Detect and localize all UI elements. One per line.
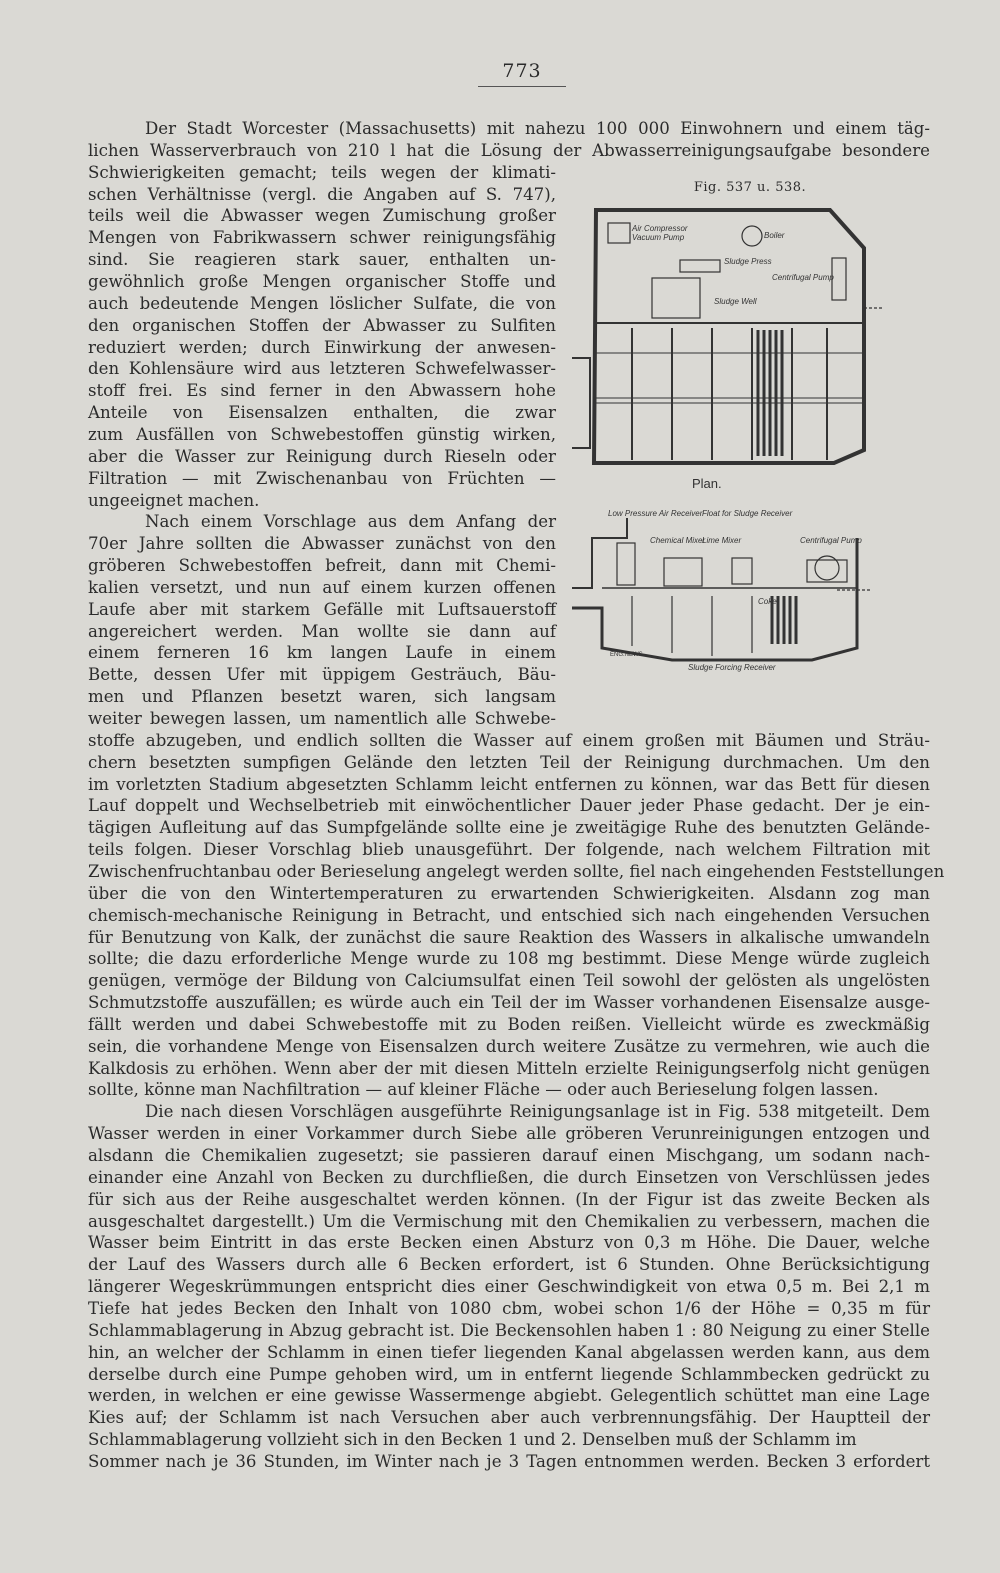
text-line: zum Ausfällen von Schwebestoffen günstig wirken, <box>88 424 556 444</box>
label-sludge-well: Sludge Well <box>714 297 757 306</box>
text-line: Sommer nach je 36 Stunden, im Winter nach je 3 Tagen entnommen werden. Becken 3 erfordert <box>88 1451 930 1471</box>
text-line: ausgeschaltet dargestellt.) Um die Vermischung mit den Chemikalien zu verbessern, machen die <box>88 1211 930 1231</box>
text-line: gewöhnlich große Mengen organischer Stoffe und <box>88 272 556 291</box>
label-sludge-press: Sludge Press <box>724 257 772 266</box>
text-line: stoffe abzugeben, und endlich sollten die Wasser auf einem großen mit Bäumen und Sträu- <box>88 730 930 750</box>
label-chemical-mixer: Chemical Mixer <box>650 536 706 545</box>
text-line: Kies auf; der Schlamm ist nach Versuchen aber auch verbrennungsfähig. Der Hauptteil der <box>88 1408 930 1428</box>
text-line: reduziert werden; durch Einwirkung der anwesen- <box>88 337 556 357</box>
page-number: 773 <box>478 60 566 87</box>
text-line: über die von den Wintertemperaturen zu erwartenden Schwierigkeiten. Alsdann zog man <box>88 883 930 903</box>
text-line: werden, in welchen er eine gewisse Wassermenge abgiebt. Gelegentlich schüttet man eine Lage <box>88 1386 930 1406</box>
text-line: den organischen Stoffen der Abwasser zu Sulfiten <box>88 315 556 335</box>
text-line: Mengen von Fabrikwassern schwer reinigungsfähig <box>88 228 556 248</box>
text-line: weiter bewegen lassen, um namentlich alle Schwebe- <box>88 709 556 728</box>
label-sludge-forcing-receiver: Sludge Forcing Receiver <box>688 663 776 672</box>
text-line: einem ferneren 16 km langen Laufe in einem <box>88 643 556 663</box>
text-line: Lauf doppelt und Wechselbetrieb mit einwöchentlicher Dauer jeder Phase gedacht. Der je ein- <box>88 796 930 816</box>
text-line: ungeeignet machen. <box>88 490 260 510</box>
text-line: fällt werden und dabei Schwebestoffe mit zu Boden reißen. Vielleicht würde es zweckmäßig <box>88 1014 930 1034</box>
text-line: Nach einem Vorschlage aus dem Anfang der <box>145 512 556 532</box>
text-line: Tiefe hat jedes Becken den Inhalt von 1080 cbm, wobei schon 1/6 der Höhe = 0,35 m für <box>88 1298 930 1318</box>
text-line: stoff frei. Es sind ferner in den Abwassern hohe <box>88 381 556 401</box>
text-line: derselbe durch eine Pumpe gehoben wird, um in entfernt liegende Schlammbecken gedrückt zu <box>88 1364 930 1384</box>
label-vacuum-pump: Vacuum Pump <box>632 233 685 242</box>
text-line: im vorletzten Stadium abgesetzten Schlamm leicht entfernen zu können, war das Bett für diesen <box>88 774 930 794</box>
text-line: tägigen Aufleitung auf das Sumpfgelände sollte eine je zweitägige Ruhe des benutzten Gelände- <box>88 818 930 838</box>
text-line: Kalkdosis zu erhöhen. Wenn aber der mit diesen Mitteln erzielte Reinigungserfolg nicht genügen <box>88 1058 930 1078</box>
text-line: schen Verhältnisse (vergl. die Angaben auf S. 747), <box>88 184 556 204</box>
section-view <box>572 509 872 672</box>
text-line: Wasser werden in einer Vorkammer durch Siebe alle gröberen Verunreinigungen entzogen und <box>88 1124 930 1144</box>
text-line: Bette, dessen Ufer mit üppigem Gesträuch, Bäu- <box>88 665 556 685</box>
text-line: Anteile von Eisensalzen enthalten, die zwar <box>88 403 556 423</box>
text-line: gröberen Schwebestoffen befreit, dann mit Chemi- <box>88 556 556 575</box>
label-centrifugal-pump-section: Centrifugal Pump <box>800 536 862 545</box>
text-line: sollte, könne man Nachfiltration — auf kleiner Fläche — oder auch Berieselung folgen lassen. <box>88 1080 879 1100</box>
text-line: Zwischenfruchtanbau oder Berieselung angelegt werden sollte, fiel nach eingehenden Feststellungen <box>88 861 945 881</box>
text-line: Der Stadt Worcester (Massachusetts) mit nahezu 100 000 Einwohnern und einem täg- <box>145 119 930 138</box>
text-line: 70er Jahre sollten die Abwasser zunächst von den <box>88 534 556 554</box>
text-line: sollte; die dazu erforderliche Menge wurde zu 108 mg bestimmt. Diese Menge würde zugleich <box>88 949 930 969</box>
figure-537-538 <box>572 198 882 688</box>
text-line: Filtration — mit Zwischenanbau von Früchten — <box>88 468 556 488</box>
text-line: lichen Wasserverbrauch von 210 l hat die Lösung der Abwasserreinigungsaufgabe besondere <box>88 140 930 160</box>
label-lime-mixer: Lime Mixer <box>702 536 742 545</box>
text-line: Schmutzstoffe auszufällen; es würde auch ein Teil der im Wasser vorhandenen Eisensalze ausge- <box>88 993 930 1012</box>
text-line: Laufe aber mit starkem Gefälle mit Luftsauerstoff <box>88 599 556 619</box>
text-line: chemisch-mechanische Reinigung in Betracht, und entschied sich nach eingehenden Versuchen <box>88 905 930 925</box>
label-eng-news: ENG.NEWS <box>610 652 643 658</box>
label-air-compressor: Air Compressor <box>632 224 688 233</box>
text-line: kalien versetzt, und nun auf einem kurzen offenen <box>88 577 556 597</box>
label-centrifugal-pump-plan: Centrifugal Pump <box>772 273 834 282</box>
text-line: men und Pflanzen besetzt waren, sich langsam <box>88 687 556 707</box>
figure-caption: Fig. 537 u. 538. <box>693 180 807 195</box>
text-line: den Kohlensäure wird aus letzteren Schwefelwasser- <box>88 359 556 379</box>
text-line: teils folgen. Dieser Vorschlag blieb unausgeführt. Der folgende, nach welchem Filtration mit <box>88 840 930 860</box>
text-line: chern besetzten sumpfigen Gelände den letzten Teil der Reinigung durchmachen. Um den <box>88 752 930 772</box>
text-line: Schlammablagerung in Abzug gebracht ist. Die Beckensohlen haben 1 : 80 Neigung zu einer Stelle <box>88 1320 930 1340</box>
text-line: Wasser beim Eintritt in das erste Becken einen Absturz von 0,3 m Höhe. Die Dauer, welche <box>88 1233 930 1253</box>
text-line: alsdann die Chemikalien zugesetzt; sie passieren darauf einen Mischgang, um sodann nach- <box>88 1146 930 1165</box>
label-float-sludge-receiver: Float for Sludge Receiver <box>702 509 793 518</box>
label-boiler: Boiler <box>764 231 785 240</box>
label-coke: Coke <box>758 597 777 606</box>
text-line: Die nach diesen Vorschlägen ausgeführte Reinigungsanlage ist in Fig. 538 mitgeteilt. Dem <box>145 1102 930 1122</box>
text-line: auch bedeutende Mengen löslicher Sulfate, die von <box>88 293 556 313</box>
text-line: angereichert werden. Man wollte sie dann auf <box>88 621 556 641</box>
text-line: der Lauf des Wassers durch alle 6 Becken erfordert, ist 6 Stunden. Ohne Berücksichtigung <box>88 1255 930 1275</box>
text-line: teils weil die Abwasser wegen Zumischung großer <box>88 206 556 226</box>
text-line: längerer Wegeskrümmungen entspricht dies einer Geschwindigkeit von etwa 0,5 m. Bei 2,1 m <box>88 1277 930 1297</box>
text-line: einander eine Anzahl von Becken zu durchfließen, die durch Einsetzen von Verschlüssen jedes <box>88 1167 930 1187</box>
text-line: Schlammablagerung vollzieht sich in den Becken 1 und 2. Denselben muß der Schlamm im <box>88 1430 857 1449</box>
text-line: für Benutzung von Kalk, der zunächst die saure Reaktion des Wassers in alkalische umwandeln <box>88 927 930 947</box>
label-plan: Plan. <box>692 476 722 491</box>
text-line: sein, die vorhandene Menge von Eisensalzen durch weitere Zusätze zu vermehren, wie auch die <box>88 1036 930 1056</box>
plan-view <box>572 210 882 491</box>
text-line: hin, an welcher der Schlamm in einen tiefer liegenden Kanal abgelassen werden kann, aus dem <box>88 1342 930 1362</box>
text-line: Schwierigkeiten gemacht; teils wegen der klimati- <box>88 162 556 182</box>
text-line: aber die Wasser zur Reinigung durch Rieseln oder <box>88 446 556 466</box>
text-line: sind. Sie reagieren stark sauer, enthalten un- <box>88 250 556 270</box>
text-line: genügen, vermöge der Bildung von Calciumsulfat einen Teil sowohl der gelösten als ungelösten <box>88 971 930 991</box>
text-line: für sich aus der Reihe ausgeschaltet werden können. (In der Figur ist das zweite Becken als <box>88 1189 930 1209</box>
label-low-pressure-air-receiver: Low Pressure Air Receiver <box>608 509 703 518</box>
